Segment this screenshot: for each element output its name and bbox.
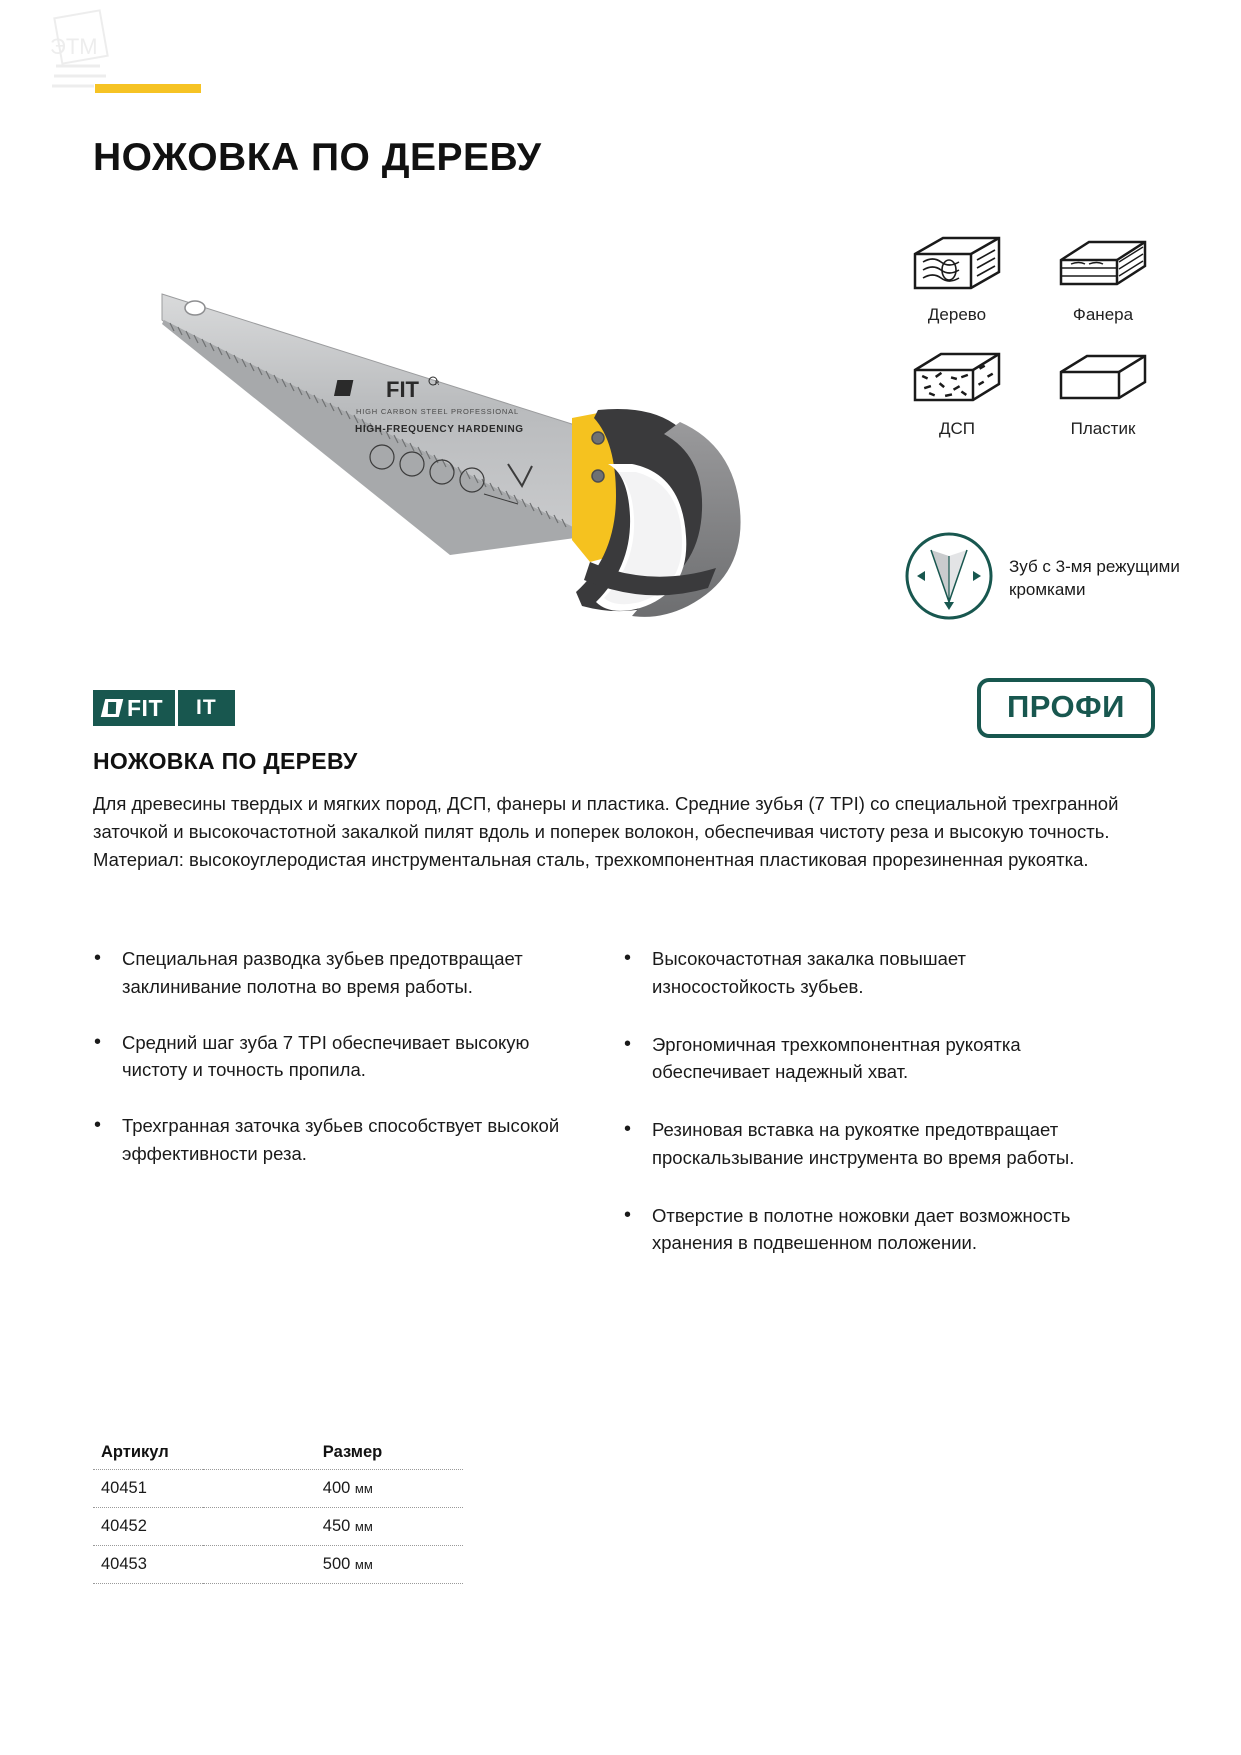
list-item: • Отверстие в полотне ножовки дает возможность хранения в подвешенном положении. <box>620 1202 1090 1258</box>
profi-badge: ПРОФИ <box>977 678 1155 738</box>
cell-size <box>203 1470 463 1508</box>
list-item: • Эргономичная трехкомпонентная рукоятка обеспечивает надежный хват. <box>620 1031 1090 1087</box>
cell-size-value: 450 <box>322 1517 351 1535</box>
material-wood <box>905 225 1009 325</box>
plastic-icon <box>1051 339 1155 417</box>
table-row <box>93 1508 463 1546</box>
cell-article: 40452 <box>93 1508 203 1546</box>
svg-text:ЭТМ: ЭТМ <box>50 34 98 59</box>
features-right-list <box>620 945 1090 1257</box>
column-header-article: Артикул <box>101 1443 169 1461</box>
material-label: Фанера <box>1072 305 1134 324</box>
wood-beam-icon <box>905 225 1009 303</box>
material-plastic <box>1051 339 1155 439</box>
svg-text:HIGH-FREQUENCY HARDENING: HIGH-FREQUENCY HARDENING <box>355 424 524 435</box>
cell-size <box>203 1508 463 1546</box>
list-item: • Трехгранная заточка зубьев способствует высокой эффективности реза. <box>90 1112 560 1168</box>
cell-article: 40451 <box>93 1470 203 1508</box>
svg-text:HIGH CARBON STEEL PROFESSIONAL: HIGH CARBON STEEL PROFESSIONAL <box>356 407 519 416</box>
brand-fit-badge <box>93 690 175 726</box>
plywood-icon <box>1051 225 1155 303</box>
features-columns <box>90 945 1160 1287</box>
svg-text:R: R <box>435 381 440 387</box>
materials-block <box>905 225 1165 453</box>
table-header-row <box>93 1443 463 1470</box>
tooth-feature-label: Зуб с 3-мя режущими кромками <box>1009 557 1180 599</box>
features-left-list <box>90 945 560 1168</box>
table-row <box>93 1546 463 1584</box>
cell-size-unit: мм <box>354 1481 373 1496</box>
material-chipboard <box>905 339 1009 439</box>
material-plywood <box>1051 225 1155 325</box>
cell-size <box>203 1546 463 1584</box>
list-item: • Специальная разводка зубьев предотвращает заклинивание полотна во время работы. <box>90 945 560 1001</box>
brand-sub-badge: IT <box>178 690 235 726</box>
cell-size-unit: мм <box>354 1557 373 1572</box>
cell-article: 40453 <box>93 1546 203 1584</box>
sizes-table-wrap <box>93 1443 463 1584</box>
material-label: Пластик <box>1070 419 1136 438</box>
material-label: Дерево <box>927 305 987 324</box>
product-title: НОЖОВКА ПО ДЕРЕВУ <box>93 748 358 774</box>
title-accent-bar <box>95 84 201 93</box>
chipboard-icon <box>905 339 1009 417</box>
watermark <box>48 8 168 92</box>
features-right <box>620 945 1090 1287</box>
fit-mark-icon <box>101 699 123 717</box>
materials-row-2 <box>905 339 1165 439</box>
features-left <box>90 945 560 1287</box>
cell-size-value: 400 <box>322 1479 351 1497</box>
product-description: Для древесины твердых и мягких пород, ДСП, фанеры и пластика. Средние зубья (7 TPI) со специальной трехгранной заточкой и высокочастотной закалкой пилят вдоль и поперек волокон, обеспечивая чистоту реза и высокую точность. Материал: высокоуглеродистая инструментальная сталь, трехкомпонентная пластиковая прорезиненная рукоятка. <box>93 793 1119 871</box>
cell-size-unit: мм <box>354 1519 373 1534</box>
page-title: НОЖОВКА ПО ДЕРЕВУ <box>93 136 542 180</box>
cell-size-value: 500 <box>322 1555 351 1573</box>
list-item: • Средний шаг зуба 7 TPI обеспечивает высокую чистоту и точность пропила. <box>90 1029 560 1085</box>
list-item: • Резиновая вставка на рукоятке предотвращает проскальзывание инструмента во время работы. <box>620 1116 1090 1172</box>
tooth-feature <box>903 530 1241 627</box>
list-item: • Высокочастотная закалка повышает износостойкость зубьев. <box>620 945 1090 1001</box>
material-label: ДСП <box>938 419 975 438</box>
brand-name: FIT <box>127 694 163 721</box>
table-row <box>93 1470 463 1508</box>
product-image <box>120 250 780 630</box>
brand-logo <box>93 690 235 726</box>
column-header-size: Размер <box>322 1443 383 1461</box>
sizes-table <box>93 1443 463 1584</box>
materials-row-1 <box>905 225 1165 325</box>
tooth-three-edges-icon <box>903 530 995 627</box>
svg-text:FIT: FIT <box>386 377 419 402</box>
